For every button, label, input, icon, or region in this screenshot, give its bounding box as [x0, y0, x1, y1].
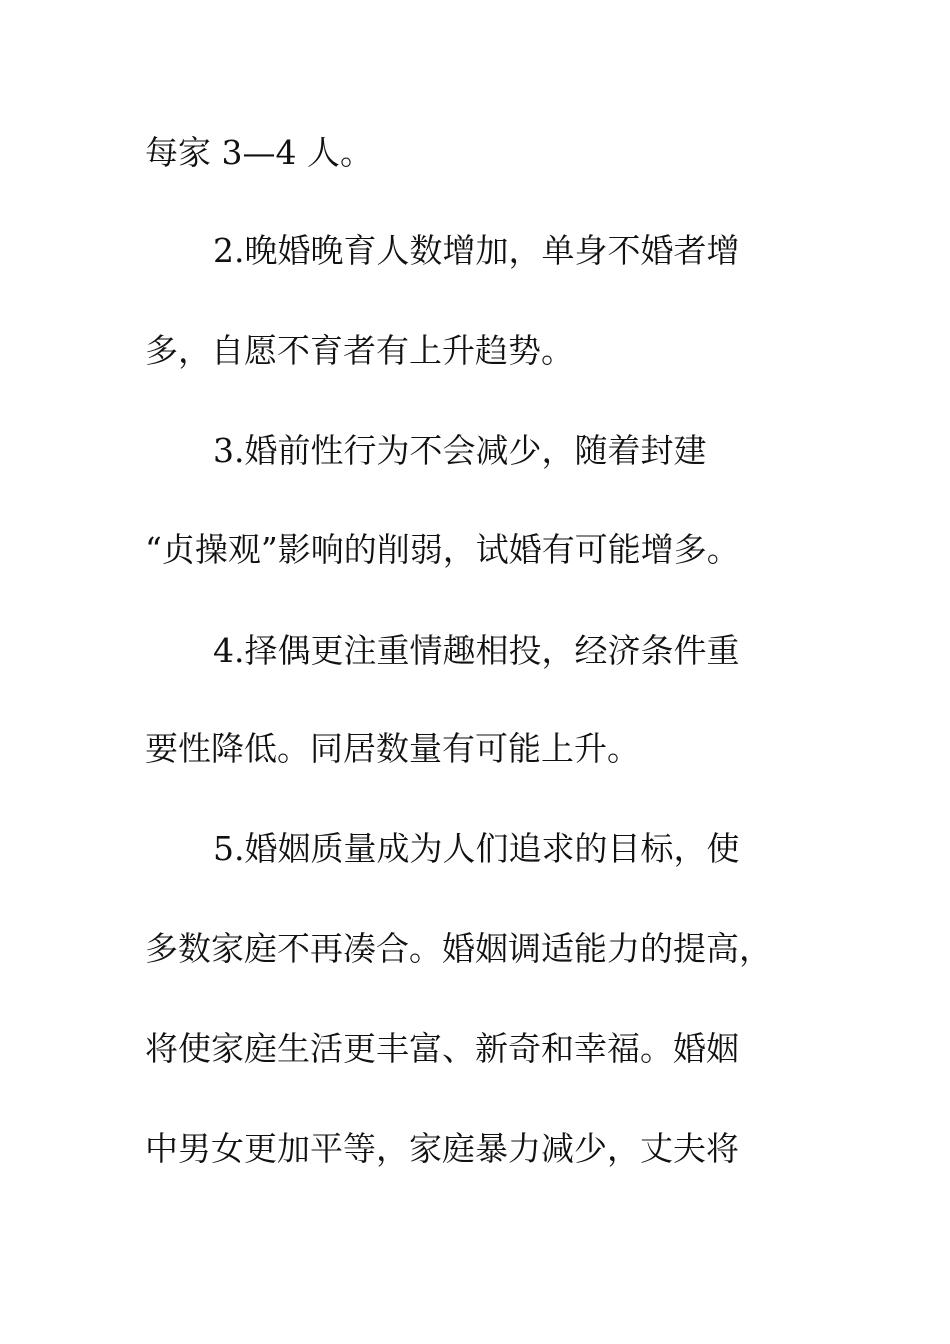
text-line: 多，自愿不育者有上升趋势。: [145, 331, 574, 370]
text-line: 中男女更加平等，家庭暴力减少，丈夫将: [145, 1129, 739, 1168]
text-line: 每家 3—4 人。: [145, 133, 373, 172]
text-line: 多数家庭不再凑合。婚姻调适能力的提高，: [145, 929, 772, 968]
text-line: 将使家庭生活更丰富、新奇和幸福。婚姻: [145, 1029, 739, 1068]
text-line: “贞操观”影响的削弱，试婚有可能增多。: [145, 530, 740, 569]
list-item-4-line: 4.择偶更注重情趣相投，经济条件重: [213, 631, 740, 670]
list-item-5-line: 5.婚姻质量成为人们追求的目标，使: [213, 829, 740, 868]
list-item-2-line: 2.晚婚晚育人数增加，单身不婚者增: [213, 231, 740, 270]
list-item-3-line: 3.婚前性行为不会减少，随着封建: [213, 431, 707, 470]
text-line: 要性降低。同居数量有可能上升。: [145, 729, 640, 768]
